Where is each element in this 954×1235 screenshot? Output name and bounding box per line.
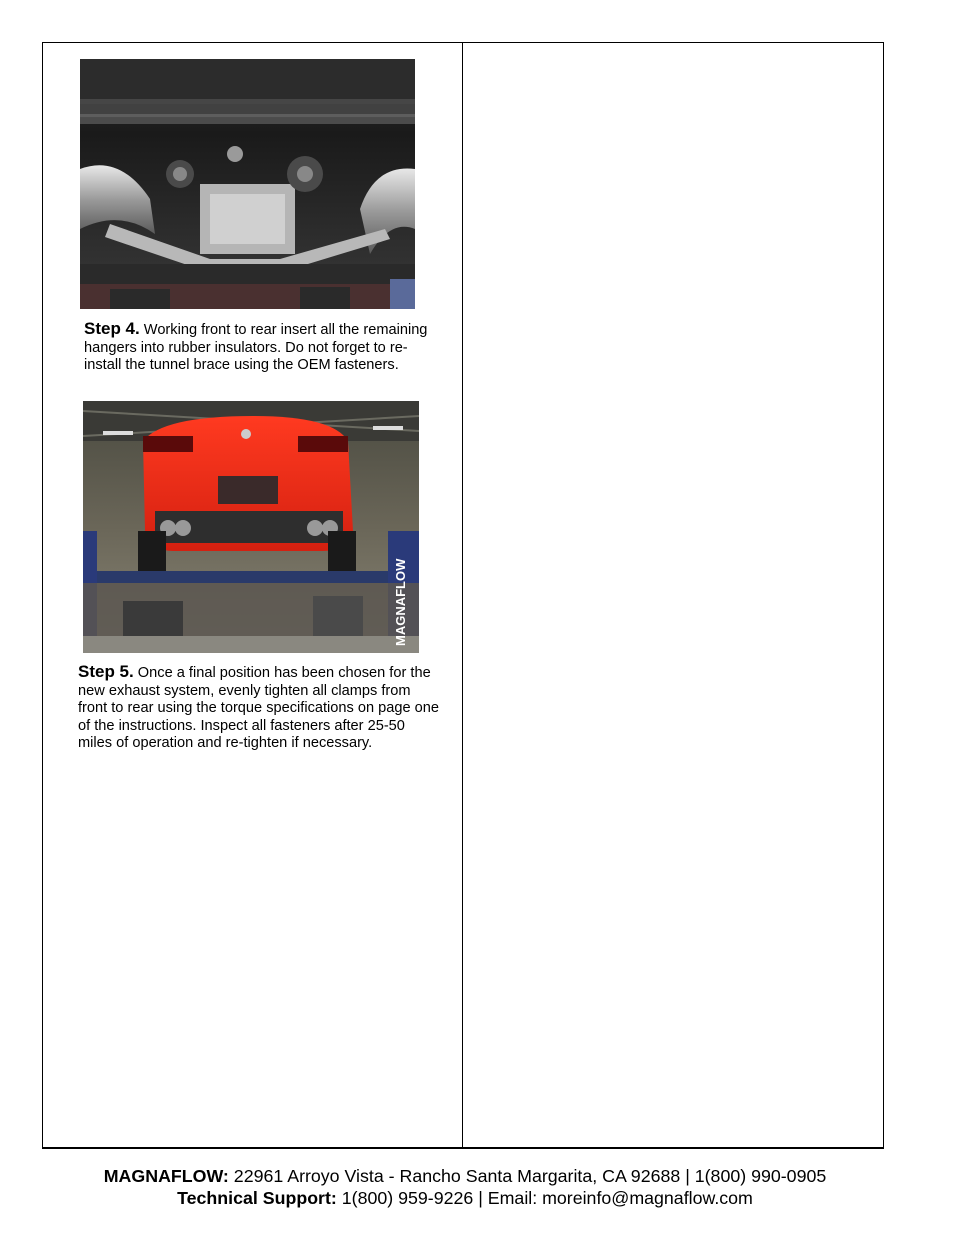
- exhaust-underside-photo: [80, 59, 415, 309]
- footer-company-label: MAGNAFLOW:: [103, 1166, 229, 1186]
- footer-support-info: 1(800) 959-9226 | Email: moreinfo@magnaflow.com: [336, 1188, 753, 1208]
- step-4-label: Step 4.: [84, 319, 140, 338]
- footer-support-label: Technical Support:: [177, 1188, 337, 1208]
- step-5-label: Step 5.: [78, 662, 134, 681]
- footer-support-line: [0, 1188, 930, 1209]
- column-divider: [462, 42, 463, 1149]
- step-5: [78, 663, 443, 753]
- lift-brand-text: MAGNAFLOW: [393, 558, 408, 646]
- step-4-text: Working front to rear insert all the remaining hangers into rubber insulators. Do not forget to re-install the tunnel brace using the OEM fasteners.: [84, 322, 428, 374]
- car-on-lift-photo: [83, 401, 419, 653]
- footer-address-line: [0, 1166, 930, 1187]
- step-4: [84, 320, 444, 375]
- footer-address: 22961 Arroyo Vista - Rancho Santa Margarita, CA 92688 | 1(800) 990-0905: [228, 1166, 827, 1186]
- step-5-text: Once a final position has been chosen for the new exhaust system, evenly tighten all clamps from front to rear using the torque specifications on page one of the instructions. Inspect all fasteners after 25-50 miles of operation and re-tighten if necessary.: [78, 665, 440, 752]
